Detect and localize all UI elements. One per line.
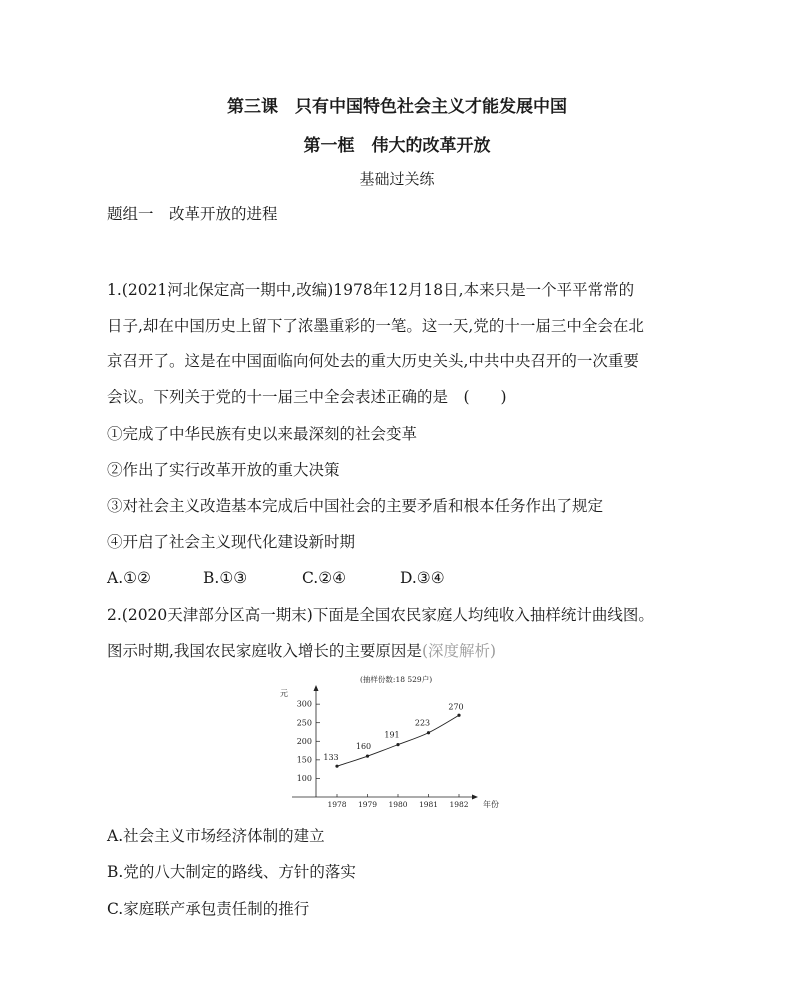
data-label: 270	[448, 702, 464, 712]
x-axis-label: 年份	[483, 800, 499, 809]
y-tick-label: 300	[296, 699, 312, 709]
data-label: 223	[414, 718, 431, 728]
x-tick-label: 1981	[418, 800, 439, 809]
q1-statement-1: ①完成了中华民族有史以来最深刻的社会变革	[107, 425, 418, 443]
q1-option-a: A.①②	[107, 569, 151, 587]
lesson-title: 第三课 只有中国特色社会主义才能发展中国	[227, 97, 567, 117]
x-tick-label: 1979	[357, 800, 378, 809]
q2-line-1: 2.(2020天津部分区高一期末)下面是全国农民家庭人均纯收入抽样统计曲线图。	[107, 606, 654, 624]
data-point	[396, 743, 399, 746]
q2-option-a: A.社会主义市场经济体制的建立	[107, 827, 325, 845]
y-axis-arrow	[314, 685, 319, 691]
q1-line-2: 日子,却在中国历史上留下了浓墨重彩的一笔。这一天,党的十一届三中全会在北	[107, 317, 644, 335]
income-series-line	[337, 715, 459, 766]
y-tick-label: 250	[296, 718, 312, 728]
data-label: 160	[355, 742, 372, 752]
q1-option-b: B.①③	[203, 569, 248, 587]
x-tick-label: 1982	[449, 800, 469, 809]
y-axis-label: 元	[280, 689, 288, 698]
chart-title: (抽样份数:18 529户)	[360, 675, 433, 684]
q1-option-d: D.③④	[400, 569, 445, 587]
data-point	[335, 765, 338, 768]
data-point	[427, 731, 430, 734]
q1-statement-4: ④开启了社会主义现代化建设新时期	[107, 533, 356, 551]
q1-line-3: 京召开了。这是在中国面临向何处去的重大历史关头,中共中央召开的一次重要	[107, 352, 639, 370]
x-axis-arrow	[472, 795, 478, 800]
q1-line-4: 会议。下列关于党的十一届三中全会表述正确的是 ( )	[107, 388, 507, 406]
income-chart	[280, 673, 520, 813]
q1-statement-2: ②作出了实行改革开放的重大决策	[107, 461, 340, 479]
group-title: 题组一 改革开放的进程	[107, 205, 278, 223]
q2-line-2-text: 图示时期,我国农民家庭收入增长的主要原因是	[107, 642, 422, 660]
q2-option-c: C.家庭联产承包责任制的推行	[107, 900, 310, 918]
y-tick-label: 100	[296, 774, 312, 784]
q1-statement-3: ③对社会主义改造基本完成后中国社会的主要矛盾和根本任务作出了规定	[107, 497, 604, 515]
exercise-subtitle: 基础过关练	[359, 170, 435, 188]
section-title: 第一框 伟大的改革开放	[303, 136, 491, 156]
y-tick-label: 150	[296, 755, 312, 765]
q2-line-2	[107, 641, 496, 661]
income-line-chart	[280, 673, 520, 813]
data-label: 133	[323, 753, 339, 763]
deep-analysis-link[interactable]: (深度解析)	[421, 642, 497, 660]
data-point	[457, 714, 460, 717]
q2-option-b: B.党的八大制定的路线、方针的落实	[107, 863, 356, 881]
y-tick-label: 200	[296, 736, 312, 746]
data-label: 191	[384, 730, 400, 740]
data-point	[366, 755, 369, 758]
x-tick-label: 1978	[327, 800, 347, 809]
x-tick-label: 1980	[388, 800, 408, 809]
q1-option-c: C.②④	[302, 569, 347, 587]
q1-line-1: 1.(2021河北保定高一期中,改编)1978年12月18日,本来只是一个平平常常的	[107, 281, 635, 299]
